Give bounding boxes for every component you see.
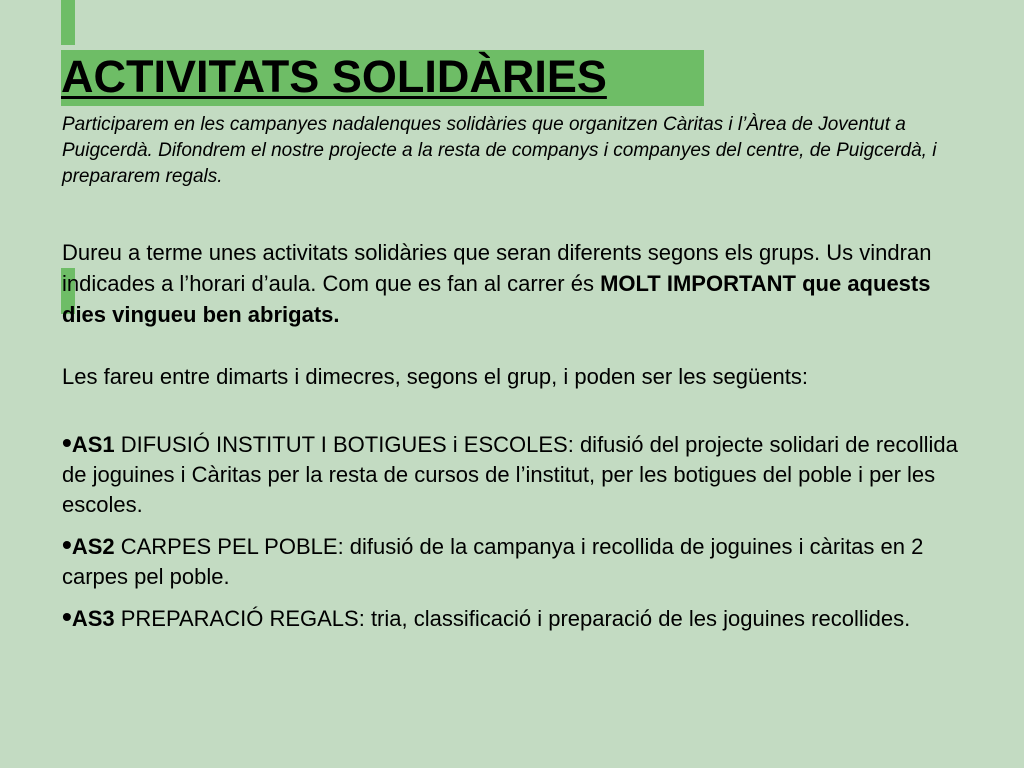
- paragraph-instructions-text: Dureu a terme unes activitats solidàries que seran diferents segons els grups. Us vindran indicades a l’horari d’aula. Com que es fan al carrer és: [62, 240, 932, 296]
- paragraph-instructions: [62, 237, 962, 330]
- accent-bar-top: [61, 0, 75, 45]
- activity-name: CARPES PEL POBLE: [114, 534, 338, 559]
- activities-list: [62, 427, 982, 634]
- list-item-as2: [62, 529, 982, 592]
- list-item-as1: [62, 427, 982, 520]
- activity-code: AS2: [71, 534, 115, 559]
- activity-description: : tria, classificació i preparació de les joguines recollides.: [358, 606, 911, 631]
- list-item-as3: [62, 601, 982, 634]
- activity-name: DIFUSIÓ INSTITUT I BOTIGUES i ESCOLES: [114, 432, 568, 457]
- activity-description: : difusió del projecte solidari de recollida de joguines i Càritas per la resta de cursos de l’institut, per les botigues del poble i per les escoles.: [62, 432, 958, 517]
- activity-code: AS1: [71, 432, 115, 457]
- bullet-icon: •: [62, 427, 72, 458]
- paragraph-schedule: Les fareu entre dimarts i dimecres, segons el grup, i poden ser les següents:: [62, 364, 808, 389]
- activity-name: PREPARACIÓ REGALS: [114, 606, 359, 631]
- slide-title: ACTIVITATS SOLIDÀRIES: [61, 51, 607, 102]
- bullet-icon: •: [62, 601, 72, 632]
- activity-description: : difusió de la campanya i recollida de joguines i càritas en 2 carpes pel poble.: [62, 534, 924, 589]
- bullet-icon: •: [62, 529, 72, 560]
- intro-text: Participarem en les campanyes nadalenques solidàries que organitzen Càritas i l’Àrea de Joventut a Puigcerdà. Difondrem el nostre projecte a la resta de companys i companyes del centre, de Puigcerdà, i prepararem regals.: [62, 114, 937, 187]
- paragraph-instructions-emphasis: MOLT IMPORTANT que aquests dies vingueu ben abrigats.: [62, 271, 931, 327]
- activity-code: AS3: [71, 606, 115, 631]
- title-highlight: [61, 50, 704, 106]
